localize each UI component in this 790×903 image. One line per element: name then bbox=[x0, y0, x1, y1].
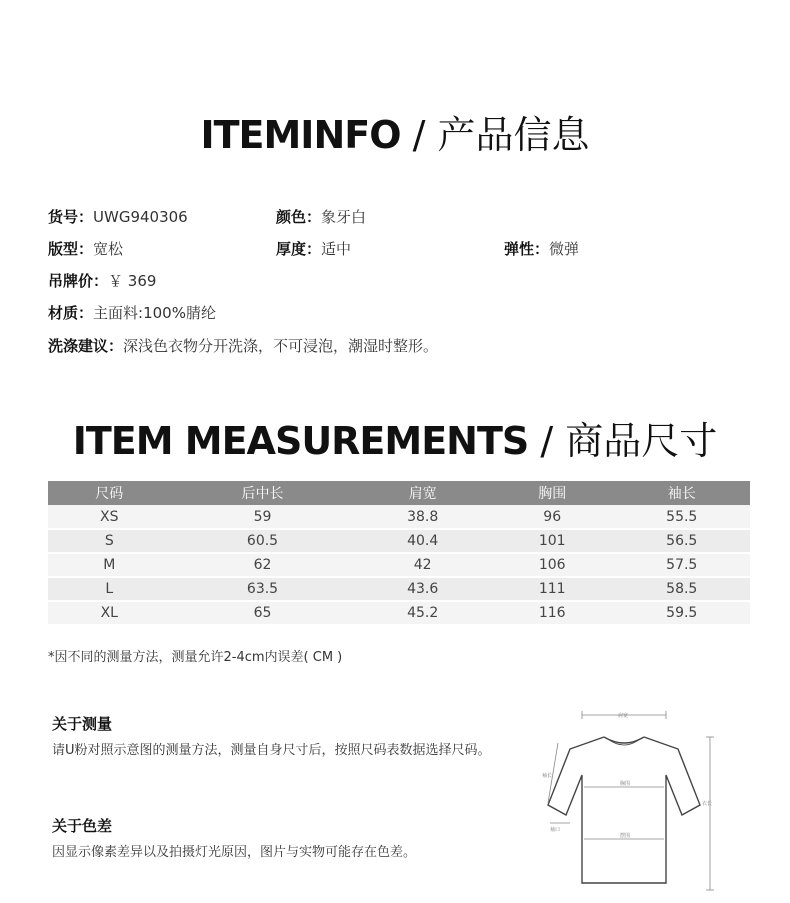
about-color-title: 关于色差 bbox=[52, 817, 113, 835]
sleeve-label: 袖长 bbox=[542, 773, 553, 779]
tshirt-outline-icon bbox=[548, 737, 700, 883]
hem-label: 摆围 bbox=[620, 833, 631, 839]
cuff-indicator bbox=[550, 823, 570, 833]
item-info-title-separator: / bbox=[412, 113, 426, 157]
table-cell: XS bbox=[48, 505, 171, 529]
care-label: 洗涤建议： bbox=[48, 337, 124, 355]
measurements-title-separator: / bbox=[540, 419, 554, 463]
size-table-header-row bbox=[48, 481, 750, 505]
length-indicator bbox=[702, 737, 714, 890]
table-cell: M bbox=[48, 553, 171, 577]
tshirt-measurement-diagram bbox=[530, 705, 730, 895]
table-cell: 56.5 bbox=[614, 529, 751, 553]
table-row bbox=[48, 577, 750, 601]
table-row bbox=[48, 601, 750, 625]
elasticity-label: 弹性： bbox=[504, 240, 550, 258]
table-cell: 65 bbox=[171, 601, 355, 625]
price-value: ￥ 369 bbox=[108, 272, 157, 290]
table-cell: 59 bbox=[171, 505, 355, 529]
hem-indicator bbox=[584, 832, 664, 839]
item-info-title-cn: 产品信息 bbox=[437, 113, 590, 157]
table-cell: 63.5 bbox=[171, 577, 355, 601]
sku-field bbox=[48, 206, 188, 227]
item-info-title bbox=[0, 104, 790, 159]
elasticity-field bbox=[504, 238, 579, 259]
measurements-title bbox=[0, 410, 790, 465]
shoulder-width-indicator bbox=[582, 711, 666, 719]
price-label: 吊牌价： bbox=[48, 272, 109, 290]
table-cell: 106 bbox=[491, 553, 614, 577]
chest-indicator bbox=[584, 780, 664, 787]
header-back-length: 后中长 bbox=[171, 481, 355, 505]
header-size: 尺码 bbox=[48, 481, 171, 505]
about-measure-body: 请U粉对照示意图的测量方法，测量自身尺寸后，按照尺码表数据选择尺码。 bbox=[52, 743, 491, 758]
color-label: 颜色： bbox=[276, 208, 322, 226]
measurement-tolerance-note: *因不同的测量方法，测量允许2-4cm内误差( CM ) bbox=[48, 650, 343, 665]
table-cell: 96 bbox=[491, 505, 614, 529]
table-cell: 60.5 bbox=[171, 529, 355, 553]
about-color-body: 因显示像素差异以及拍摄灯光原因，图片与实物可能存在色差。 bbox=[52, 845, 417, 860]
chest-label: 胸围 bbox=[620, 781, 631, 787]
cuff-label: 袖口 bbox=[550, 827, 561, 833]
price-field bbox=[48, 270, 156, 291]
thickness-field bbox=[276, 238, 351, 259]
table-cell: 42 bbox=[354, 553, 490, 577]
table-cell: 62 bbox=[171, 553, 355, 577]
material-label: 材质： bbox=[48, 304, 94, 322]
table-cell: L bbox=[48, 577, 171, 601]
fit-label: 版型： bbox=[48, 240, 94, 258]
fit-field bbox=[48, 238, 123, 259]
shoulder-label: 肩宽 bbox=[618, 713, 629, 719]
care-field bbox=[48, 335, 438, 356]
elasticity-value: 微弹 bbox=[549, 240, 580, 258]
table-cell: 45.2 bbox=[354, 601, 490, 625]
table-cell: S bbox=[48, 529, 171, 553]
item-info-title-en: ITEMINFO bbox=[200, 113, 401, 157]
table-cell: 43.6 bbox=[354, 577, 490, 601]
sku-label: 货号： bbox=[48, 208, 94, 226]
table-cell: XL bbox=[48, 601, 171, 625]
size-table bbox=[48, 481, 750, 626]
material-value: 主面料:100%腈纶 bbox=[93, 304, 216, 322]
care-value: 深浅色衣物分开洗涤，不可浸泡，潮湿时整形。 bbox=[123, 337, 439, 355]
thickness-value: 适中 bbox=[321, 240, 352, 258]
color-value: 象牙白 bbox=[321, 208, 367, 226]
fit-value: 宽松 bbox=[93, 240, 124, 258]
table-row bbox=[48, 553, 750, 577]
sku-value: UWG940306 bbox=[93, 208, 188, 226]
table-cell: 101 bbox=[491, 529, 614, 553]
thickness-label: 厚度： bbox=[276, 240, 322, 258]
table-cell: 55.5 bbox=[614, 505, 751, 529]
table-cell: 38.8 bbox=[354, 505, 490, 529]
table-row bbox=[48, 505, 750, 529]
sleeve-indicator bbox=[542, 743, 558, 803]
header-chest: 胸围 bbox=[491, 481, 614, 505]
header-sleeve: 袖长 bbox=[614, 481, 751, 505]
table-cell: 111 bbox=[491, 577, 614, 601]
material-field bbox=[48, 302, 216, 323]
measurements-title-cn: 商品尺寸 bbox=[565, 419, 718, 463]
color-field bbox=[276, 206, 366, 227]
table-cell: 57.5 bbox=[614, 553, 751, 577]
table-cell: 59.5 bbox=[614, 601, 751, 625]
length-label: 衣长 bbox=[702, 801, 713, 807]
table-row bbox=[48, 529, 750, 553]
about-measure-title: 关于测量 bbox=[52, 715, 113, 733]
table-cell: 40.4 bbox=[354, 529, 490, 553]
measurements-title-en: ITEM MEASUREMENTS bbox=[72, 419, 529, 463]
table-cell: 116 bbox=[491, 601, 614, 625]
header-shoulder: 肩宽 bbox=[354, 481, 490, 505]
table-cell: 58.5 bbox=[614, 577, 751, 601]
